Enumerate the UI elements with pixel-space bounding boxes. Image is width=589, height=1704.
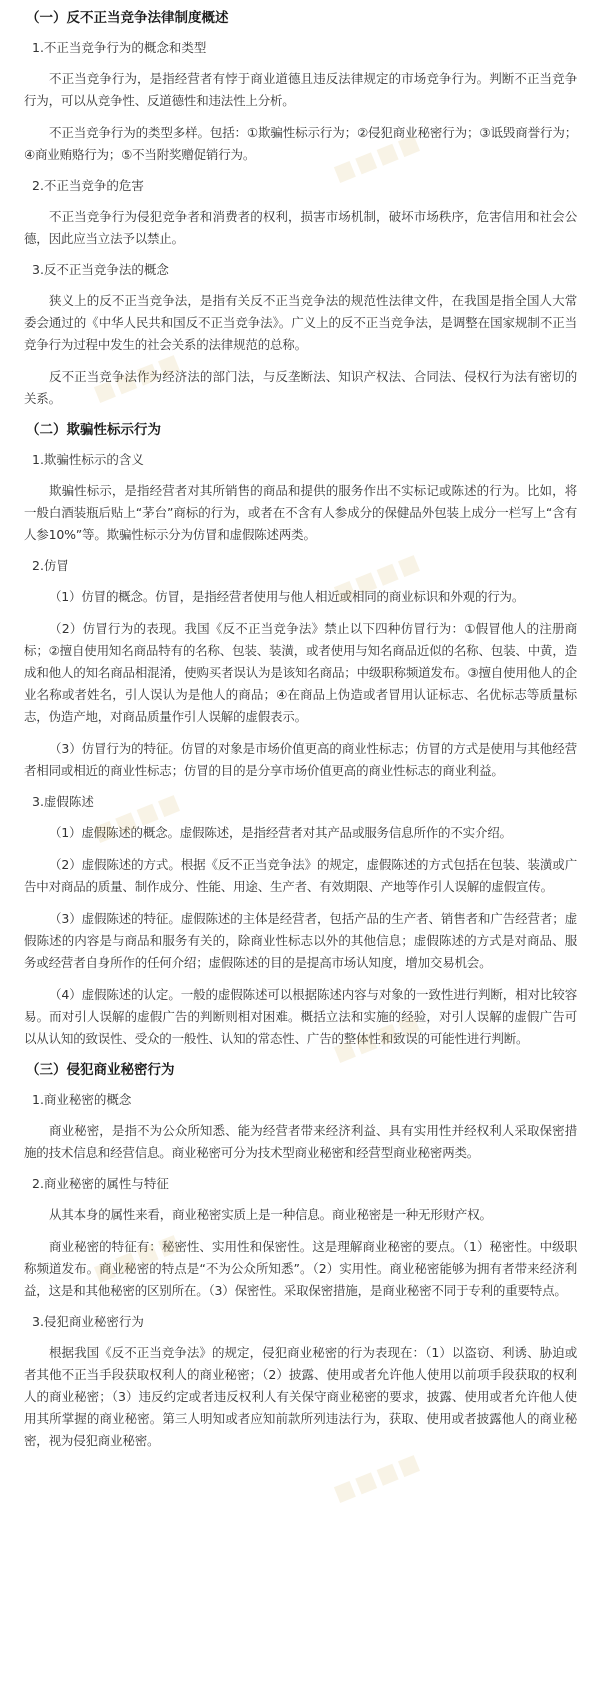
subsection-title: 1.不正当竞争行为的概念和类型: [32, 40, 207, 55]
paragraph: （2）仿冒行为的表现。我国《反不正当竞争法》禁止以下四种仿冒行为：①假冒他人的注册商标；②擅自使用知名商品特有的名称、包装、装潢，或者使用与知名商品近似的名称、包装、中黄，造成和他人的知名商品相混淆，使购买者误认为是该知名商品；中级职称频道发布。③擅自使用他人的企业名称或者姓名，引人误认为是他人的商品；④在商品上伪造或者冒用认证标志、名优标志等质量标志，伪造产地，对商品质量作引人误解的虚假表示。: [24, 621, 577, 724]
watermark-logo: ▪▪▪▪: [85, 341, 187, 413]
section-title: （三）侵犯商业秘密行为: [26, 1062, 175, 1078]
paragraph: 不正当竞争行为侵犯竞争者和消费者的权利，损害市场机制，破坏市场秩序，危害信用和社会公德，因此应当立法予以禁止。: [24, 209, 577, 246]
paragraph: （1）仿冒的概念。仿冒，是指经营者使用与他人相近或相同的商业标识和外观的行为。: [49, 589, 525, 604]
subsection-title: 1.欺骗性标示的含义: [32, 452, 144, 467]
paragraph: 反不正当竞争法作为经济法的部门法，与反垄断法、知识产权法、合同法、侵权行为法有密切的关系。: [24, 369, 577, 406]
watermark-logo: ▪▪▪▪: [325, 1441, 427, 1513]
paragraph: 根据我国《反不正当竞争法》的规定，侵犯商业秘密的行为表现在：（1）以盗窃、利诱、胁迫或者其他不正当手段获取权利人的商业秘密；（2）披露、使用或者允许他人使用以前项手段获取的权利人的商业秘密；（3）违反约定或者违反权利人有关保守商业秘密的要求，披露、使用或者允许他人使用其所掌握的商业秘密。第三人明知或者应知前款所列违法行为，获取、使用或者披露他人的商业秘密，视为侵犯商业秘密。: [24, 1345, 577, 1448]
subsection-title: 3.反不正当竞争法的概念: [32, 262, 169, 277]
paragraph: 不正当竞争行为的类型多样。包括：①欺骗性标示行为；②侵犯商业秘密行为；③诋毁商誉行为；④商业贿赂行为；⑤不当附奖赠促销行为。: [24, 125, 577, 162]
section-title: （一）反不正当竞争法律制度概述: [26, 10, 229, 26]
paragraph: （4）虚假陈述的认定。一般的虚假陈述可以根据陈述内容与对象的一致性进行判断，相对比较容易。而对引人误解的虚假广告的判断则相对困难。概括立法和实施的经验，对引人误解的虚假广告可以从认知的致误性、受众的一般性、认知的常态性、广告的整体性和致误的可能性进行判断。: [24, 987, 577, 1046]
subsection-title: 2.商业秘密的属性与特征: [32, 1176, 169, 1191]
paragraph: 狭义上的反不正当竞争法，是指有关反不正当竞争法的规范性法律文件，在我国是指全国人大常委会通过的《中华人民共和国反不正当竞争法》。广义上的反不正当竞争法，是调整在国家规制不正当竞争行为过程中发生的社会关系的法律规范的总称。: [24, 293, 577, 352]
subsection-title: 2.仿冒: [32, 558, 69, 573]
paragraph: （2）虚假陈述的方式。根据《反不正当竞争法》的规定，虚假陈述的方式包括在包装、装潢或广告中对商品的质量、制作成分、性能、用途、生产者、有效期限、产地等作引人误解的虚假宣传。: [24, 857, 577, 894]
section-title: （二）欺骗性标示行为: [26, 422, 161, 438]
watermark-logo: ▪▪▪▪: [85, 781, 187, 853]
watermark-logo: ▪▪▪▪: [325, 121, 427, 193]
subsection-title: 3.侵犯商业秘密行为: [32, 1314, 144, 1329]
paragraph: 不正当竞争行为，是指经营者有悖于商业道德且违反法律规定的市场竞争行为。判断不正当竞争行为，可以从竞争性、反道德性和违法性上分析。: [24, 71, 577, 108]
subsection-title: 2.不正当竞争的危害: [32, 178, 144, 193]
watermark-logo: ▪▪▪▪: [325, 1001, 427, 1073]
subsection-title: 1.商业秘密的概念: [32, 1092, 132, 1107]
paragraph: 欺骗性标示，是指经营者对其所销售的商品和提供的服务作出不实标记或陈述的行为。比如，将一般白酒装瓶后贴上“茅台”商标的行为，或者在不含有人参成分的保健品外包装上成分一栏写上“含有人参10%”等。欺骗性标示分为仿冒和虚假陈述两类。: [24, 483, 577, 542]
paragraph: （3）虚假陈述的特征。虚假陈述的主体是经营者，包括产品的生产者、销售者和广告经营者；虚假陈述的内容是与商品和服务有关的，除商业性标志以外的其他信息；虚假陈述的方式是对商品、服务或经营者自身所作的任何介绍；虚假陈述的目的是提高市场认知度，增加交易机会。: [24, 911, 577, 970]
subsection-title: 3.虚假陈述: [32, 794, 94, 809]
paragraph: 商业秘密的特征有：秘密性、实用性和保密性。这是理解商业秘密的要点。（1）秘密性。中级职称频道发布。商业秘密的特点是“不为公众所知悉”。（2）实用性。商业秘密能够为拥有者带来经济利益，这是和其他秘密的区别所在。（3）保密性。采取保密措施，是商业秘密不同于专利的重要特点。: [24, 1239, 577, 1298]
paragraph: （1）虚假陈述的概念。虚假陈述，是指经营者对其产品或服务信息所作的不实介绍。: [49, 825, 512, 840]
paragraph: （3）仿冒行为的特征。仿冒的对象是市场价值更高的商业性标志；仿冒的方式是使用与其他经营者相同或相近的商业性标志；仿冒的目的是分享市场价值更高的商业性标志的商业利益。: [24, 741, 577, 778]
watermark-logo: ▪▪▪▪: [85, 1221, 187, 1293]
paragraph: 从其本身的属性来看，商业秘密实质上是一种信息。商业秘密是一种无形财产权。: [49, 1207, 492, 1222]
paragraph: 商业秘密，是指不为公众所知悉、能为经营者带来经济利益、具有实用性并经权利人采取保密措施的技术信息和经营信息。商业秘密可分为技术型商业秘密和经营型商业秘密两类。: [24, 1123, 577, 1160]
watermark-logo: ▪▪▪▪: [325, 541, 427, 613]
